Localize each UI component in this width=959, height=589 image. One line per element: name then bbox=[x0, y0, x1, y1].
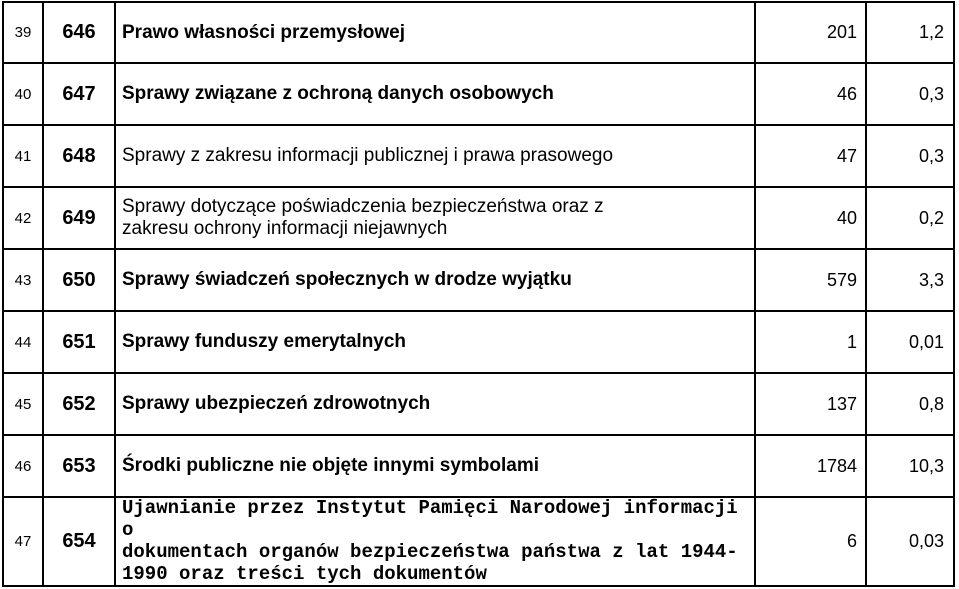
case-percent: 0,01 bbox=[866, 311, 954, 373]
case-category-line: 1990 oraz treści tych dokumentów bbox=[122, 562, 487, 585]
case-category: Sprawy funduszy emerytalnych bbox=[115, 311, 755, 373]
symbol-code: 649 bbox=[43, 187, 115, 249]
table-row bbox=[3, 373, 954, 435]
case-category-line: dokumentach organów bezpieczeństwa państwa z lat 1944- bbox=[122, 540, 738, 563]
table-row bbox=[3, 249, 954, 311]
table-row bbox=[3, 125, 954, 187]
case-percent: 3,3 bbox=[866, 249, 954, 311]
symbol-code: 653 bbox=[43, 435, 115, 497]
row-number: 44 bbox=[3, 311, 43, 373]
case-category bbox=[115, 187, 755, 249]
case-count: 1784 bbox=[755, 435, 866, 497]
table-row bbox=[3, 187, 954, 249]
case-category-line: Sprawy dotyczące poświadczenia bezpieczeństwa oraz z bbox=[122, 196, 604, 218]
case-category: Prawo własności przemysłowej bbox=[115, 2, 755, 63]
symbol-code: 652 bbox=[43, 373, 115, 435]
case-count: 47 bbox=[755, 125, 866, 187]
case-count: 579 bbox=[755, 249, 866, 311]
case-category: Środki publiczne nie objęte innymi symbolami bbox=[115, 435, 755, 497]
symbol-code: 647 bbox=[43, 63, 115, 125]
symbol-code: 651 bbox=[43, 311, 115, 373]
case-category: Sprawy ubezpieczeń zdrowotnych bbox=[115, 373, 755, 435]
row-number: 42 bbox=[3, 187, 43, 249]
case-count: 137 bbox=[755, 373, 866, 435]
row-number: 39 bbox=[3, 2, 43, 63]
case-percent: 0,8 bbox=[866, 373, 954, 435]
case-percent: 0,3 bbox=[866, 63, 954, 125]
case-percent: 1,2 bbox=[866, 2, 954, 63]
symbol-code: 648 bbox=[43, 125, 115, 187]
statistics-table bbox=[2, 1, 955, 587]
table-row bbox=[3, 2, 954, 63]
row-number: 47 bbox=[3, 497, 43, 586]
row-number: 41 bbox=[3, 125, 43, 187]
table-row bbox=[3, 311, 954, 373]
case-category: Sprawy świadczeń społecznych w drodze wyjątku bbox=[115, 249, 755, 311]
row-number: 46 bbox=[3, 435, 43, 497]
case-category-line: Ujawnianie przez Instytut Pamięci Narodowej informacji o bbox=[122, 497, 738, 541]
case-category-line: zakresu ochrony informacji niejawnych bbox=[122, 218, 448, 239]
case-percent: 10,3 bbox=[866, 435, 954, 497]
case-count: 6 bbox=[755, 497, 866, 586]
row-number: 45 bbox=[3, 373, 43, 435]
table-row bbox=[3, 63, 954, 125]
case-count: 46 bbox=[755, 63, 866, 125]
table-row bbox=[3, 497, 954, 586]
symbol-code: 646 bbox=[43, 2, 115, 63]
case-percent: 0,03 bbox=[866, 497, 954, 586]
case-category: Sprawy związane z ochroną danych osobowych bbox=[115, 63, 755, 125]
symbol-code: 654 bbox=[43, 497, 115, 586]
table-row bbox=[3, 435, 954, 497]
row-number: 43 bbox=[3, 249, 43, 311]
row-number: 40 bbox=[3, 63, 43, 125]
case-count: 1 bbox=[755, 311, 866, 373]
case-category: Sprawy z zakresu informacji publicznej i prawa prasowego bbox=[115, 125, 755, 187]
case-percent: 0,2 bbox=[866, 187, 954, 249]
case-count: 201 bbox=[755, 2, 866, 63]
case-count: 40 bbox=[755, 187, 866, 249]
case-percent: 0,3 bbox=[866, 125, 954, 187]
case-category bbox=[115, 497, 755, 586]
symbol-code: 650 bbox=[43, 249, 115, 311]
